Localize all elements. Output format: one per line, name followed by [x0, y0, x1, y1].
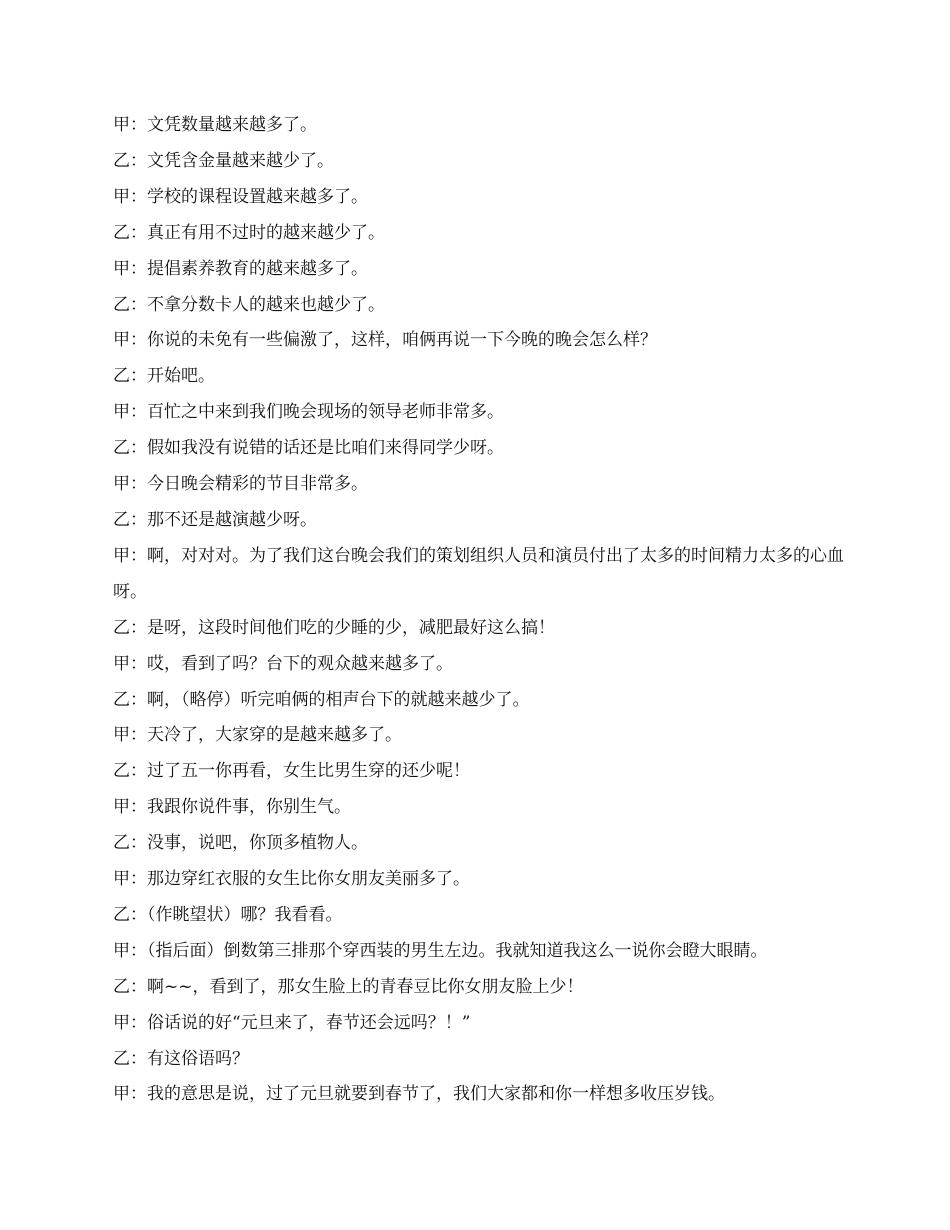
dialogue-line: 甲：我的意思是说，过了元旦就要到春节了，我们大家都和你一样想多收压岁钱。 [113, 1084, 725, 1105]
dialogue-line: 乙：（作眺望状）哪？我看看。 [113, 904, 343, 925]
dialogue-line: 甲：你说的未免有一些偏激了，这样，咱俩再说一下今晚的晚会怎么样？ [113, 330, 657, 351]
dialogue-line: 乙：假如我没有说错的话还是比咱们来得同学少呀。 [113, 438, 504, 459]
dialogue-line: 甲：文凭数量越来越多了。 [113, 115, 317, 135]
dialogue-line: 乙：啊~~，看到了，那女生脸上的青春豆比你女朋友脸上少！ [113, 976, 584, 997]
dialogue-line: 甲：今日晚会精彩的节目非常多。 [113, 474, 368, 495]
dialogue-line: 乙：啊，（略停）听完咱俩的相声台下的就越来越少了。 [113, 689, 530, 710]
dialogue-line: 乙：真正有用不过时的越来越少了。 [113, 222, 385, 243]
dialogue-text [113, 108, 848, 1113]
dialogue-line: 甲：啊，对对对。为了我们这台晚会我们的策划组织人员和演员付出了太多的时间精力太多的心血呀。 [113, 545, 844, 602]
dialogue-line: 甲：那边穿红衣服的女生比你女朋友美丽多了。 [113, 869, 470, 890]
dialogue-line: 甲：（指后面）倒数第三排那个穿西装的男生左边。我就知道我这么一说你会瞪大眼睛。 [113, 940, 768, 961]
dialogue-line: 甲：百忙之中来到我们晚会现场的领导老师非常多。 [113, 402, 504, 423]
dialogue-line: 乙：开始吧。 [113, 366, 215, 387]
dialogue-line: 甲：天冷了，大家穿的是越来越多了。 [113, 725, 402, 746]
dialogue-line: 甲：学校的课程设置越来越多了。 [113, 186, 368, 207]
dialogue-line: 乙：过了五一你再看，女生比男生穿的还少呢！ [113, 761, 470, 782]
dialogue-line: 乙：不拿分数卡人的越来也越少了。 [113, 294, 385, 315]
dialogue-line: 乙：文凭含金量越来越少了。 [113, 150, 334, 171]
dialogue-line: 乙：有这俗语吗？ [113, 1048, 249, 1069]
dialogue-line: 甲：我跟你说件事，你别生气。 [113, 797, 351, 818]
dialogue-line: 甲：哎，看到了吗？台下的观众越来越多了。 [113, 653, 453, 674]
dialogue-line: 乙：是呀，这段时间他们吃的少睡的少，减肥最好这么搞！ [113, 617, 555, 638]
dialogue-line: 甲：俗话说的好“元旦来了，春节还会远吗？！” [113, 1012, 471, 1033]
dialogue-line: 乙：那不还是越演越少呀。 [113, 509, 317, 530]
dialogue-line: 甲：提倡素养教育的越来越多了。 [113, 258, 368, 279]
dialogue-line: 乙：没事，说吧，你顶多植物人。 [113, 833, 368, 854]
